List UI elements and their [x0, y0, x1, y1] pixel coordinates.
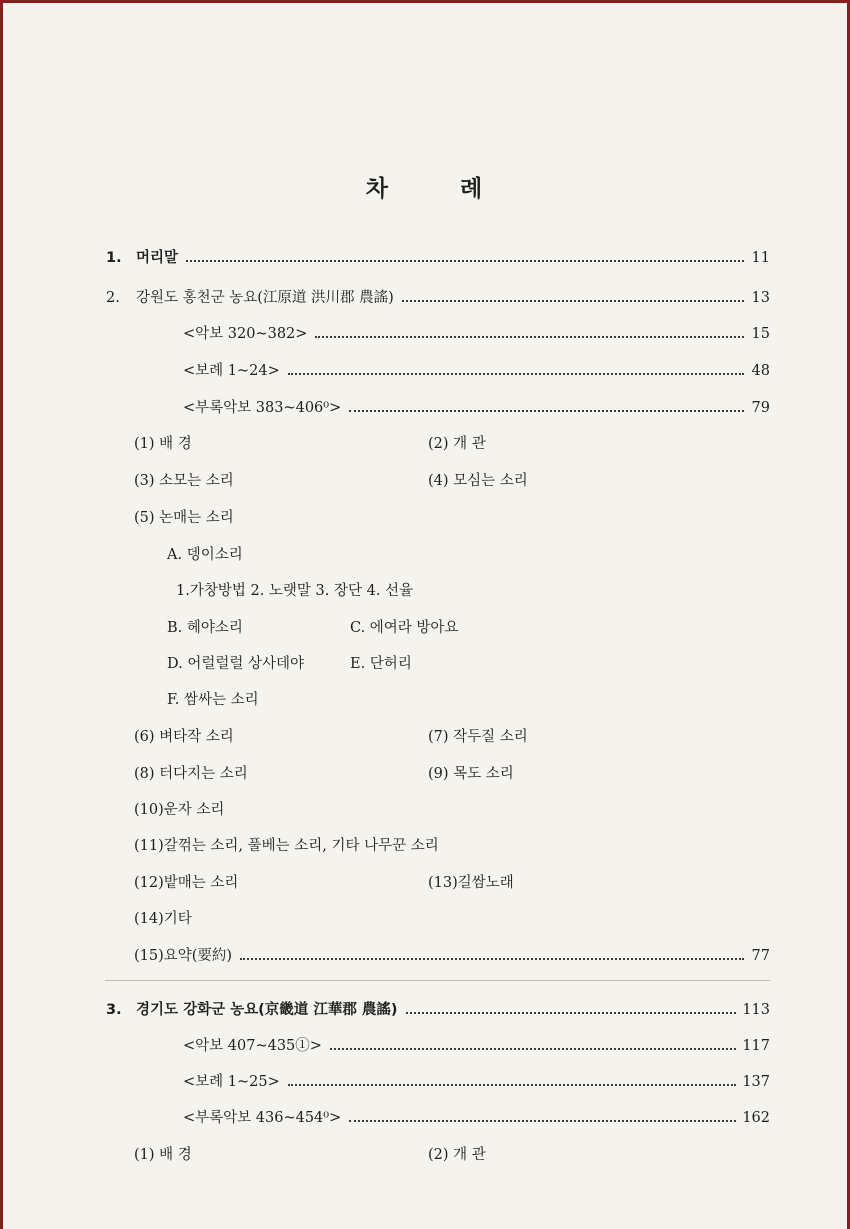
toc-entry-page: 162: [742, 1110, 770, 1126]
toc-entry-label: 강원도 홍천군 농요(江原道 洪川郡 農謠): [136, 290, 394, 306]
toc-subitem[interactable]: C. 에여라 방아요: [350, 620, 459, 636]
toc-entry-page: 13: [751, 290, 770, 306]
toc-subitem[interactable]: (8) 터다지는 소리: [134, 766, 248, 782]
section-divider: [105, 980, 770, 981]
toc-entry-scores[interactable]: [183, 322, 770, 343]
toc-entry-preface[interactable]: [106, 246, 770, 267]
leader-dots: [330, 1048, 736, 1050]
toc-entry-label: 머리말: [136, 250, 179, 266]
toc-entry-label: <부록악보 383~406⁰>: [183, 400, 342, 416]
toc-subitem[interactable]: (1) 배 경: [134, 436, 192, 452]
leader-dots: [288, 373, 744, 375]
toc-entry-label: <보례 1~25>: [183, 1074, 280, 1090]
toc-subitem[interactable]: (11)갈꺾는 소리, 풀베는 소리, 기타 나무꾼 소리: [134, 838, 439, 854]
toc-entry-summary[interactable]: [134, 944, 770, 965]
toc-subitem[interactable]: (13)길쌈노래: [428, 875, 514, 891]
leader-dots: [186, 260, 744, 262]
toc-entry-scores-2[interactable]: [183, 1034, 770, 1055]
toc-subitem[interactable]: (7) 작두질 소리: [428, 729, 528, 745]
toc-entry-gyeonggi[interactable]: [106, 998, 770, 1019]
page-title: [0, 170, 850, 203]
leader-dots: [406, 1012, 737, 1014]
toc-entry-examples[interactable]: [183, 359, 770, 380]
toc-subitem[interactable]: B. 헤야소리: [167, 620, 243, 636]
toc-entry-appendix-scores[interactable]: [183, 396, 770, 417]
toc-subitem[interactable]: (10)운자 소리: [134, 802, 225, 818]
toc-subitem[interactable]: (6) 벼타작 소리: [134, 729, 234, 745]
toc-entry-examples-2[interactable]: [183, 1070, 770, 1091]
toc-subitem[interactable]: (2) 개 관: [428, 1147, 486, 1163]
toc-entry-gangwon[interactable]: [106, 286, 770, 307]
leader-dots: [349, 410, 744, 412]
toc-subitem[interactable]: (9) 목도 소리: [428, 766, 514, 782]
toc-subitem[interactable]: 1.가창방법 2. 노랫말 3. 장단 4. 선율: [176, 583, 414, 599]
toc-entry-page: 77: [751, 948, 770, 964]
leader-dots: [315, 336, 744, 338]
toc-entry-page: 11: [751, 250, 770, 266]
title-char-2: 례: [460, 176, 485, 202]
toc-entry-appendix-scores-2[interactable]: [183, 1106, 770, 1127]
toc-entry-page: 15: [751, 326, 770, 342]
toc-entry-page: 79: [751, 400, 770, 416]
toc-subitem[interactable]: E. 단허리: [350, 656, 412, 672]
toc-entry-page: 48: [751, 363, 770, 379]
toc-entry-label: <악보 320~382>: [183, 326, 308, 342]
toc-entry-label: <부록악보 436~454⁰>: [183, 1110, 342, 1126]
leader-dots: [349, 1120, 736, 1122]
toc-subitem[interactable]: (2) 개 관: [428, 436, 486, 452]
title-char-1: 차: [365, 176, 390, 202]
toc-entry-label: 경기도 강화군 농요(京畿道 江華郡 農謠): [136, 1002, 398, 1018]
toc-subitem[interactable]: (5) 논매는 소리: [134, 510, 234, 526]
leader-dots: [288, 1084, 737, 1086]
toc-subitem[interactable]: (4) 모심는 소리: [428, 473, 528, 489]
leader-dots: [240, 958, 744, 960]
toc-subitem[interactable]: D. 어럴럴럴 상사데야: [167, 656, 304, 672]
toc-subitem[interactable]: (1) 배 경: [134, 1147, 192, 1163]
leader-dots: [402, 300, 744, 302]
toc-entry-page: 117: [742, 1038, 770, 1054]
toc-entry-number: 1.: [106, 250, 122, 266]
toc-entry-number: 2.: [106, 290, 120, 306]
toc-entry-label: <악보 407~435①>: [183, 1038, 322, 1054]
toc-subitem[interactable]: (14)기타: [134, 911, 192, 927]
toc-subitem[interactable]: (3) 소모는 소리: [134, 473, 234, 489]
toc-subitem[interactable]: A. 뎅이소리: [167, 547, 243, 563]
toc-entry-label: <보례 1~24>: [183, 363, 280, 379]
toc-entry-page: 137: [742, 1074, 770, 1090]
toc-entry-number: 3.: [106, 1002, 122, 1018]
toc-entry-page: 113: [742, 1002, 770, 1018]
toc-subitem[interactable]: F. 쌈싸는 소리: [167, 692, 259, 708]
toc-entry-label: (15)요약(要約): [134, 948, 233, 964]
toc-subitem[interactable]: (12)밭매는 소리: [134, 875, 239, 891]
